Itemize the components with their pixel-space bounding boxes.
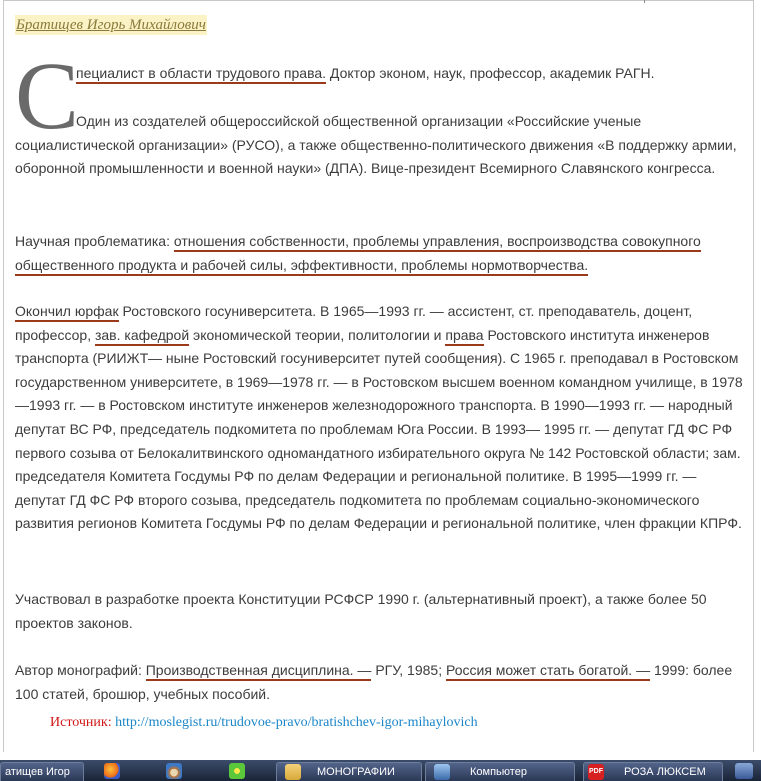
bio-underline-1: Окончил юрфак: [15, 303, 119, 322]
page-corner-mark: [644, 0, 645, 3]
monographs-paragraph: Автор монографий: Производственная дисциплина. — РГУ, 1985; Россия может стать богатой. — 1999: более 100 статей, брошюр, учебных пособий.: [15, 662, 733, 702]
taskbar-item-document[interactable]: атищев Игор: [0, 762, 84, 781]
drop-cap: С: [15, 42, 80, 149]
tray-icon[interactable]: [735, 763, 753, 779]
icq-flower-icon[interactable]: [229, 763, 245, 779]
source-link[interactable]: http://moslegist.ru/trudovoe-pravo/bratishchev-igor-mihaylovich: [115, 715, 478, 730]
constitution-paragraph: Участвовал в разработке проекта Конституции РСФСР 1990 г. (альтернативный проект), а также более 50 проектов законов.: [15, 591, 707, 631]
taskbar-item-computer[interactable]: Компьютер: [425, 762, 575, 781]
taskbar-item-monographs[interactable]: МОНОГРАФИИ: [276, 762, 422, 781]
document-page: [3, 0, 754, 752]
biography-paragraph: Окончил юрфак Ростовского госуниверситета. В 1965—1993 гг. — ассистент, ст. преподаватель, доцент, профессор, зав. кафедрой экономической теории, политологии и права Ростовского института инженеров транспорта (РИИЖТ— ныне Ростовский госуниверситет путей сообщения). С 1965 г. преподавал в Ростовском государственном университете, в 1969—1978 гг. — в Ростовском высшем военном командном училище, в 1978—1993 гг. — в Ростовском институте инженеров железнодорожного транспорта. В 1990—1993 гг. — народный депутат ВС РФ, председатель подкомитета по проблемам Юга России. В 1993— 1995 гг. — депутат ГД ФС РФ первого созыва от Белокалитвинского одномандатного избирательного округа № 142 Ростовской области; зам. председателя Комитета Госдумы РФ по делам Федерации и региональной политике. В 1995—1999 гг. — депутат ГД ФС РФ второго созыва, председатель подкомитета по проблемам социально-экономического развития регионов Комитета Госдумы РФ по делам Федерации и региональной политике, член фракции КПРФ.: [15, 303, 743, 532]
founder-paragraph: Один из создателей общероссийской общественной организации «Российские ученые социалистической организации» (РУСО), а также общественно-политического движения «В поддержку армии, оборонной промышленности и военной науки» (ДПА). Вице-президент Всемирного Славянского конгресса.: [15, 113, 737, 177]
monograph-underline-2: Россия может стать богатой. —: [446, 662, 650, 681]
monograph-underline-1: Производственная дисциплина. —: [146, 662, 372, 681]
firefox-icon[interactable]: [104, 763, 120, 779]
paint-palette-icon[interactable]: [166, 763, 182, 779]
source-label: Источник:: [50, 715, 112, 730]
research-paragraph: Научная проблематика: отношения собственности, проблемы управления, воспроизводства совокупного общественного продукта и рабочей силы, эффективности, проблемы нормотворчества.: [15, 230, 750, 277]
pdf-icon: PDF: [588, 764, 604, 780]
research-underline: отношения собственности, проблемы управления, воспроизводства совокупного общественного продукта и рабочей силы, эффективности, проблемы нормотворчества.: [15, 233, 701, 276]
source-line: [50, 713, 478, 733]
intro-paragraph: пециалист в области трудового права. Доктор эконом, наук, профессор, академик РАГН.: [76, 62, 746, 86]
taskbar-item-pdf-document[interactable]: PDF РОЗА ЛЮКСЕМ: [583, 762, 723, 781]
bio-underline-2: зав. кафедрой: [95, 327, 189, 346]
author-name[interactable]: Братищев Игорь Михайлович: [16, 17, 206, 33]
folder-icon: [285, 764, 301, 780]
computer-icon: [434, 764, 450, 780]
specialty-underline: пециалист в области трудового права.: [76, 65, 326, 84]
taskbar: [0, 760, 761, 781]
bio-underline-3: права: [445, 327, 483, 346]
